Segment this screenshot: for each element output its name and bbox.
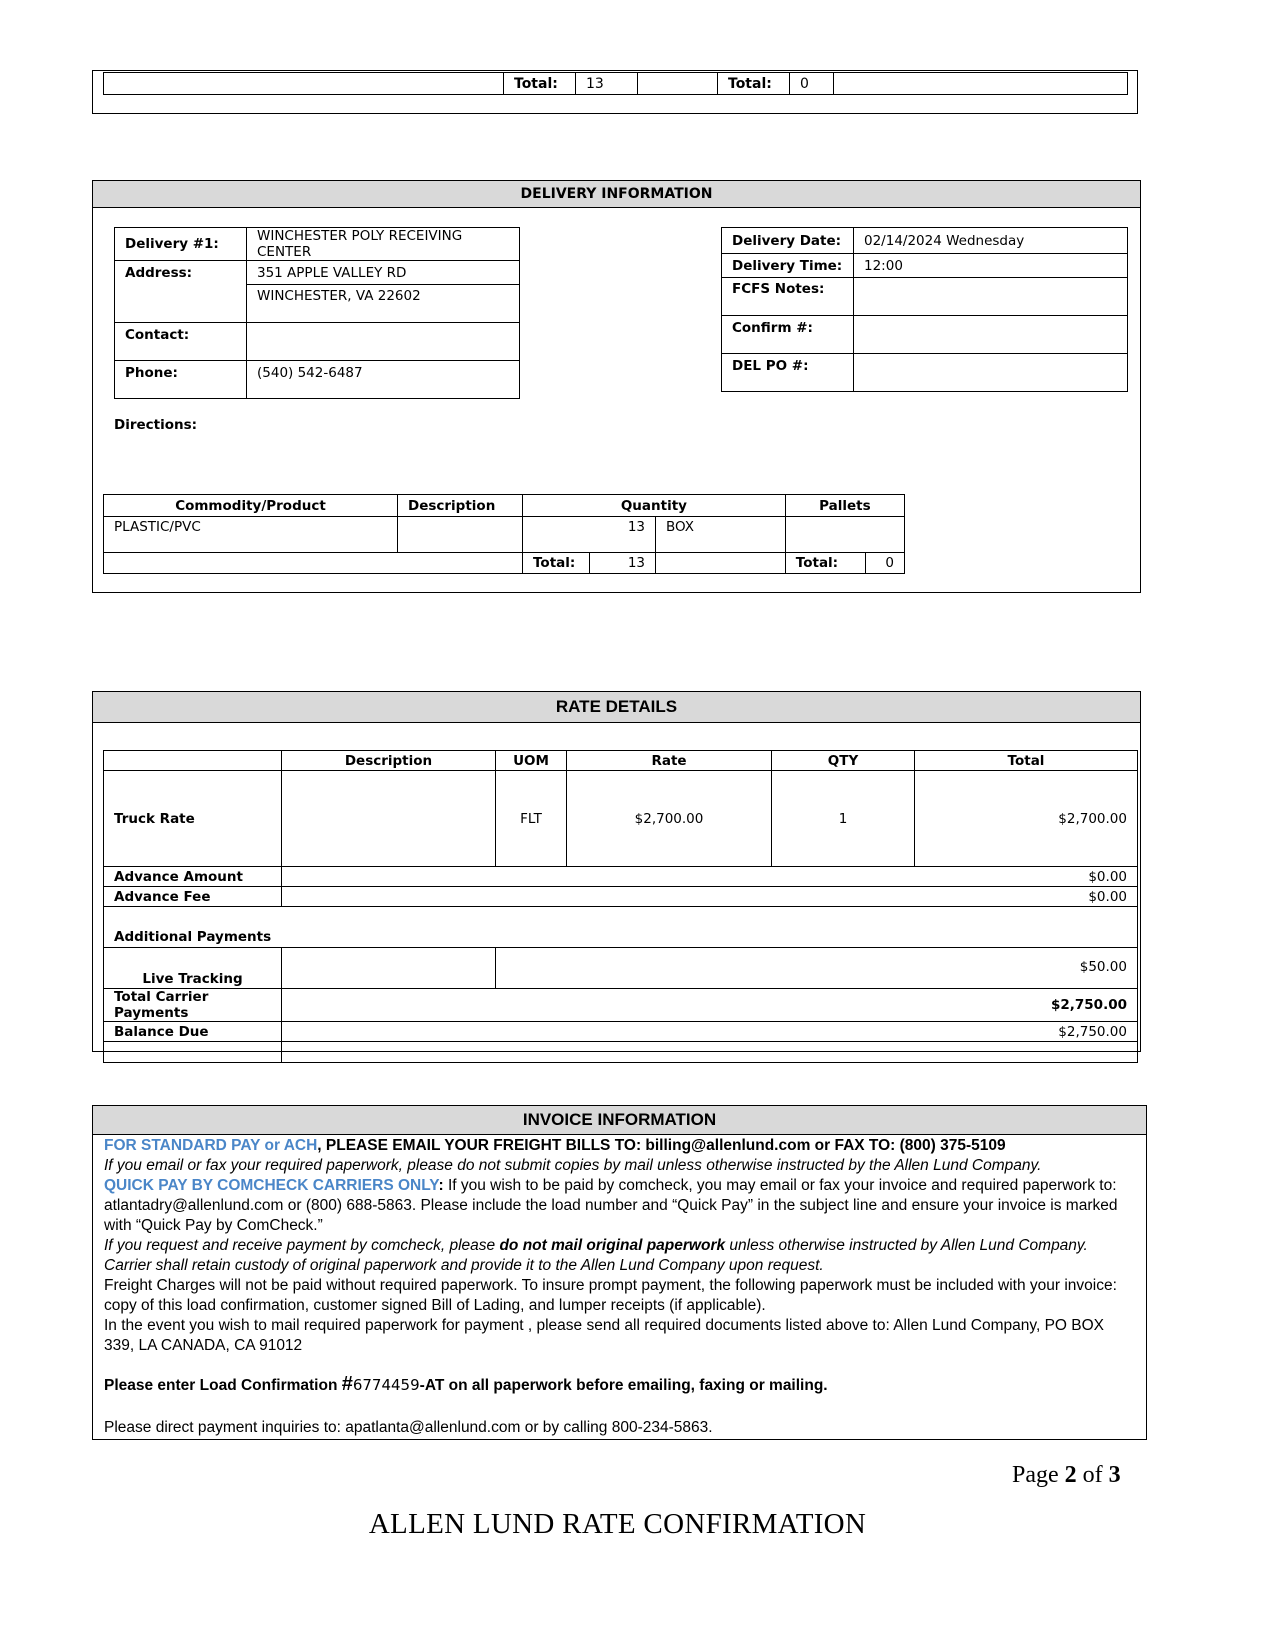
standard-pay-heading: FOR STANDARD PAY or ACH (104, 1137, 318, 1154)
commodity-header-product: Commodity/Product (104, 495, 398, 517)
delivery-date-value: 02/14/2024 Wednesday (854, 228, 1128, 254)
delivery-header: DELIVERY INFORMATION (93, 181, 1140, 208)
rate-col-uom: UOM (496, 751, 567, 771)
rate-col-rate: Rate (567, 751, 772, 771)
commodity-total-value-1: 13 (627, 555, 645, 571)
directions-label: Directions: (114, 417, 198, 433)
comcheck-note-a: If you request and receive payment by comcheck, please (104, 1237, 500, 1254)
delivery-time-label: Delivery Time: (722, 254, 854, 278)
rate-section (92, 691, 1141, 1052)
truck-rate-description (282, 771, 496, 867)
commodity-header-quantity: Quantity (523, 495, 786, 517)
balance-due-value: $2,750.00 (282, 1022, 1138, 1042)
rate-col-qty: QTY (772, 751, 915, 771)
load-confirmation-hash: # (341, 1373, 353, 1395)
rate-header: RATE DETAILS (93, 692, 1140, 723)
delivery-date-label: Delivery Date: (722, 228, 854, 254)
top-totals-section (92, 70, 1138, 114)
truck-rate-total: $2,700.00 (915, 771, 1138, 867)
commodity-description (398, 517, 523, 553)
payment-inquiries-note: Please direct payment inquiries to: apatlanta@allenlund.com or by calling 800-234-5863. (104, 1419, 713, 1436)
commodity-header-pallets: Pallets (785, 495, 904, 517)
load-confirmation-number: 6774459 (352, 1376, 420, 1394)
truck-rate-uom: FLT (496, 771, 567, 867)
rate-col-total: Total (915, 751, 1138, 771)
commodity-table (103, 494, 905, 574)
standard-pay-instructions: , PLEASE EMAIL YOUR FREIGHT BILLS TO: billing@allenlund.com or FAX TO: (800) 375-5109 (317, 1137, 1006, 1154)
advance-fee-value: $0.00 (282, 887, 1138, 907)
email-fax-note: If you email or fax your required paperwork, please do not submit copies by mail unless otherwise instructed by the Allen Lund Company. (104, 1157, 1042, 1174)
comcheck-note-b: do not mail original paperwork (499, 1237, 726, 1254)
total-carrier-payments-value: $2,750.00 (282, 989, 1138, 1022)
top-total-value-2: 0 (790, 73, 834, 95)
load-confirmation-note-b: -AT on all paperwork before emailing, faxing or mailing. (419, 1377, 828, 1394)
live-tracking-label: Live Tracking (104, 948, 282, 989)
current-page: 2 (1064, 1462, 1077, 1488)
load-confirmation-note-a: Please enter Load Confirmation (104, 1377, 342, 1394)
commodity-unit: BOX (656, 517, 786, 553)
truck-rate-label: Truck Rate (104, 771, 282, 867)
advance-amount-value: $0.00 (282, 867, 1138, 887)
quick-pay-heading: QUICK PAY BY COMCHECK CARRIERS ONLY (104, 1177, 439, 1194)
delivery-number-value: WINCHESTER POLY RECEIVING CENTER (247, 228, 520, 261)
freight-charges-note: Freight Charges will not be paid without required paperwork. To insure prompt payment, the following paperwork must be included with your invoice: copy of this load confirmation, customer signed Bill of Lading, and lumper receipts (if applicable). (104, 1277, 1117, 1314)
quick-pay-colon: : (438, 1177, 444, 1194)
top-total-label-1: Total: (504, 73, 576, 95)
delivery-number-label: Delivery #1: (115, 228, 247, 261)
commodity-total-value-2: 0 (865, 553, 904, 574)
phone-label: Phone: (115, 361, 247, 399)
top-total-label-2: Total: (718, 73, 790, 95)
rate-col-description: Description (282, 751, 496, 771)
delivery-time-value: 12:00 (854, 254, 1128, 278)
top-total-value-1: 13 (576, 73, 638, 95)
quick-pay-instructions: If you wish to be paid by comcheck, you may email or fax your invoice and required paperwork to: atlantadry@allenlund.com or (800) 688-5863. Please include the load number and “Quick Pay” in the subject line and ensure your invoice is marked with “Quick Pay by ComCheck.” (104, 1177, 1118, 1234)
fcfs-notes-label: FCFS Notes: (722, 278, 854, 316)
invoice-header: INVOICE INFORMATION (93, 1106, 1146, 1135)
commodity-total-label-1: Total: (533, 555, 576, 571)
contact-label: Contact: (115, 323, 247, 361)
comcheck-note-c: unless otherwise instructed by Allen Lund Company. Carrier shall retain custody of original paperwork and provide it to the Allen Lund Company upon request. (104, 1237, 1088, 1274)
document-title: ALLEN LUND RATE CONFIRMATION (368, 1508, 867, 1540)
contact-value (247, 323, 520, 361)
confirm-number-label: Confirm #: (722, 316, 854, 354)
advance-fee-label: Advance Fee (104, 887, 282, 907)
truck-rate-qty: 1 (772, 771, 915, 867)
delivery-left-table (114, 227, 520, 399)
advance-amount-label: Advance Amount (104, 867, 282, 887)
address-line-2: WINCHESTER, VA 22602 (247, 285, 520, 323)
address-label: Address: (115, 261, 247, 285)
address-line-1: 351 APPLE VALLEY RD (247, 261, 520, 285)
mail-paperwork-note: In the event you wish to mail required paperwork for payment , please send all required documents listed above to: Allen Lund Company, PO BOX 339, LA CANADA, CA 91012 (104, 1317, 1105, 1354)
commodity-pallets (785, 517, 904, 553)
additional-payments-label: Additional Payments (104, 907, 1138, 948)
page-number: Page 2 of 3 (1012, 1462, 1121, 1488)
del-po-value (854, 354, 1128, 392)
delivery-section (92, 180, 1141, 593)
commodity-total-label-2: Total: (785, 553, 865, 574)
fcfs-notes-value (854, 278, 1128, 316)
invoice-section (92, 1105, 1147, 1440)
phone-value: (540) 542-6487 (247, 361, 520, 399)
commodity-qty: 13 (523, 517, 656, 553)
total-pages: 3 (1108, 1462, 1121, 1488)
top-totals-table (103, 72, 1128, 95)
rate-table (103, 750, 1138, 1063)
commodity-product: PLASTIC/PVC (104, 517, 398, 553)
del-po-label: DEL PO #: (722, 354, 854, 392)
delivery-right-table (721, 227, 1128, 392)
total-carrier-payments-label: Total Carrier Payments (104, 989, 282, 1022)
truck-rate-rate: $2,700.00 (567, 771, 772, 867)
confirm-number-value (854, 316, 1128, 354)
live-tracking-value: $50.00 (496, 948, 1138, 989)
balance-due-label: Balance Due (104, 1022, 282, 1042)
commodity-header-description: Description (398, 495, 523, 517)
